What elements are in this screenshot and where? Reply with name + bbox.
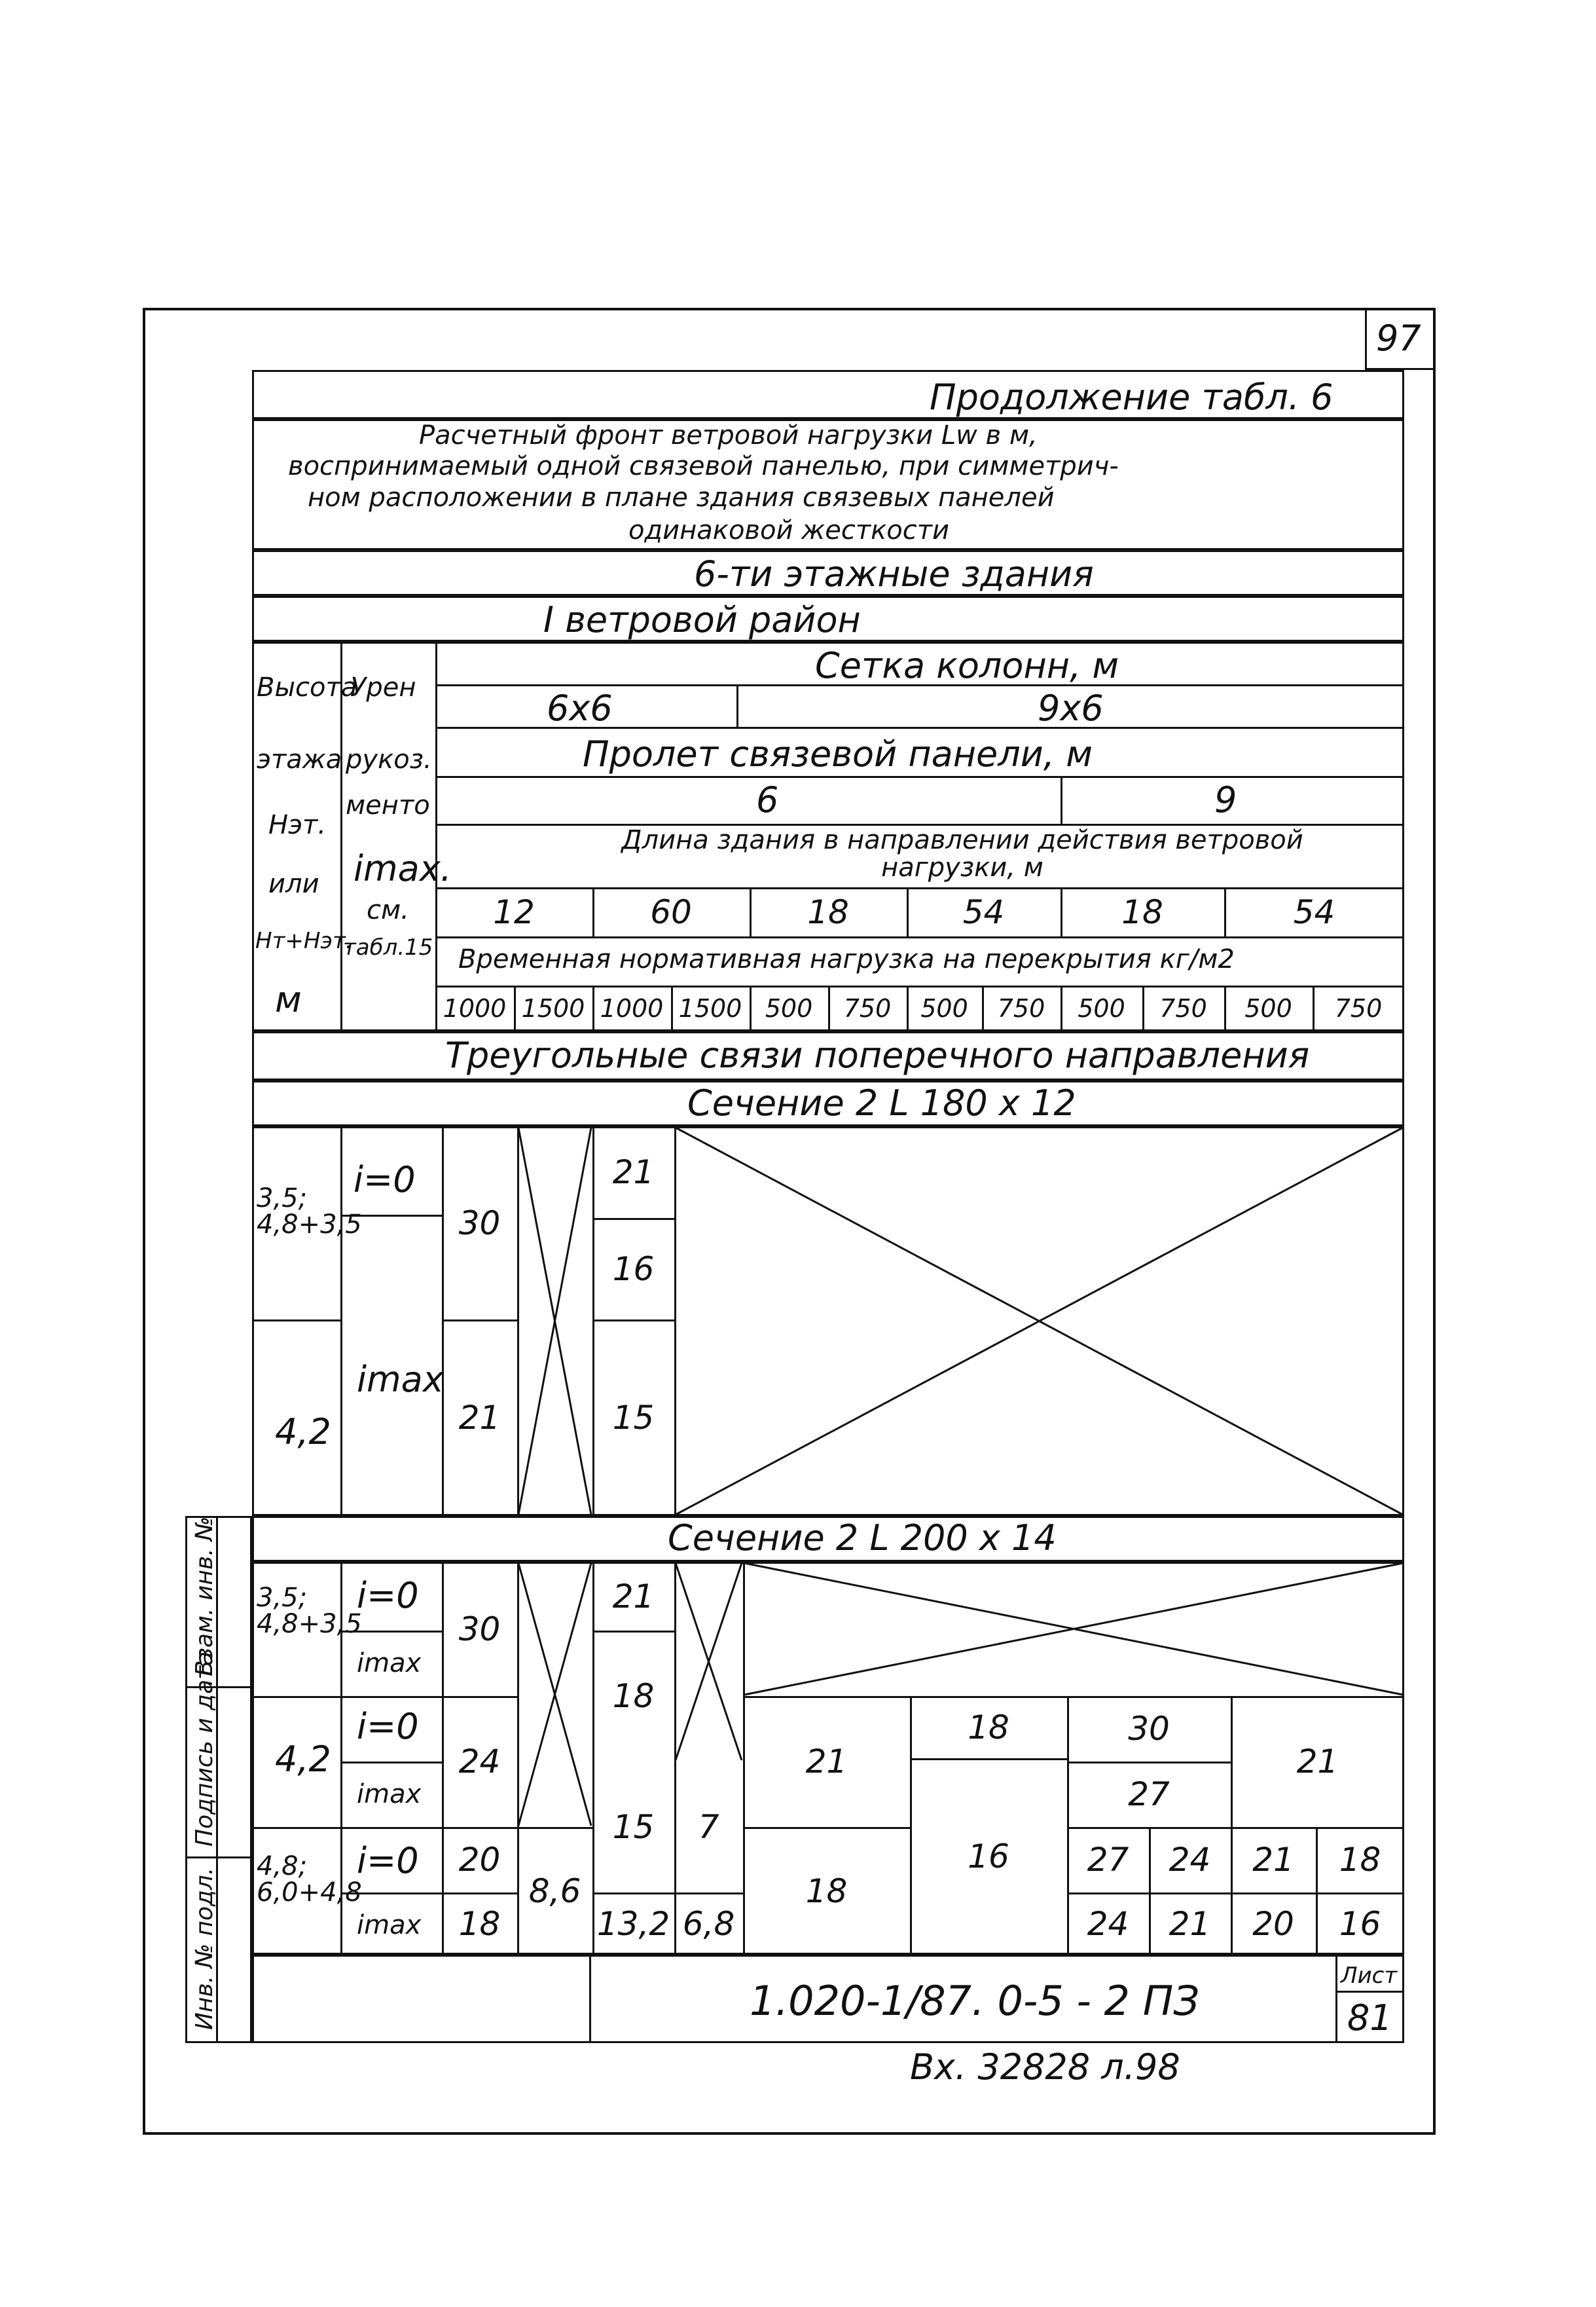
heading-line-1: Расчетный фронт ветровой нагрузки Lw в м,: [419, 420, 1038, 451]
s2-block-c-mid: 27: [1128, 1775, 1170, 1813]
archive-stamp: Вх. 32828 л.98: [910, 2046, 1180, 2088]
load-cell: 1000: [443, 994, 507, 1023]
load-cell: 750: [997, 994, 1045, 1023]
length-54-a: 54: [962, 893, 1005, 931]
s2-grid-cell: 24: [1087, 1904, 1129, 1943]
level-col-line-4: imax.: [354, 848, 452, 889]
s2-c12-row3b: 18: [458, 1904, 501, 1943]
panel-span-title: Пролет связевой панели, м: [583, 733, 1093, 775]
s2-height-c: 4,8; 6,0+4,8: [257, 1851, 362, 1908]
load-cell: 750: [1334, 994, 1383, 1023]
section2-label: Сечение 2 L 200 x 14: [668, 1517, 1057, 1559]
height-col-line-3: Нэт.: [268, 810, 327, 840]
s2-grid-cell: 27: [1087, 1841, 1129, 1879]
s2-level-1a: i=0: [357, 1575, 419, 1616]
s2-no-data-cross-18: [674, 1562, 743, 1762]
s2-c60-row3b: 13,2: [596, 1904, 670, 1943]
s1-level-b: imax: [357, 1359, 444, 1400]
building-length-title: Длина здания в направлении действия ветровой нагрузки, м: [621, 825, 1303, 883]
s2-level-2b: imax: [357, 1779, 422, 1809]
s2-level-3a: i=0: [357, 1840, 419, 1881]
s1-no-data-cross-narrow: [517, 1126, 592, 1516]
height-col-line-1: Высота: [257, 673, 357, 703]
s2-grid-cell: 18: [1339, 1841, 1381, 1879]
s1-height-a: 3,5; 4,8+3,5: [257, 1183, 362, 1240]
s2-grid-cell: 16: [1339, 1904, 1381, 1943]
s2-block-a-top: 21: [805, 1743, 848, 1781]
heading-line-2: воспринимаемый одной связевой панелью, при симметрич-: [288, 451, 1119, 481]
load-cell: 500: [920, 994, 968, 1023]
s1-c60-bottom: 15: [612, 1399, 655, 1437]
s1-height-b: 4,2: [275, 1411, 331, 1452]
level-col-line-2: рукоз.: [346, 745, 432, 775]
s1-c12-top: 30: [458, 1204, 501, 1242]
s1-c60-mid: 16: [612, 1249, 655, 1288]
s2-c12-merged: 8,6: [528, 1872, 581, 1910]
level-col-line-1: Урен: [350, 673, 416, 703]
length-60: 60: [650, 893, 692, 931]
s2-grid-cell: 21: [1169, 1904, 1211, 1943]
s2-block-c-top: 30: [1128, 1710, 1170, 1748]
s2-c60-row1: 21: [612, 1577, 655, 1615]
s1-c60-top: 21: [612, 1153, 655, 1191]
load-title: Временная нормативная нагрузка на перекрытия кг/м2: [458, 944, 1235, 974]
span-9: 9: [1214, 779, 1237, 821]
s1-c12-bottom: 21: [458, 1399, 501, 1437]
heading-line-3: ном расположении в плане здания связевых панелей: [308, 483, 1055, 513]
load-cell: 1000: [600, 994, 664, 1023]
heading-line-4: одинаковой жесткости: [628, 515, 950, 545]
length-54-b: 54: [1293, 893, 1335, 931]
s2-no-data-cross-12: [517, 1562, 592, 1827]
s2-block-b-top: 18: [968, 1708, 1009, 1746]
s2-block-d: 21: [1296, 1743, 1339, 1781]
load-cell: 500: [1244, 994, 1292, 1023]
height-col-line-5: Нт+Нэт.: [255, 928, 353, 954]
load-cell: 500: [1078, 994, 1125, 1023]
document-code: 1.020-1/87. 0-5 - 2 ПЗ: [750, 1977, 1200, 2025]
s2-c18-row3a: 7: [698, 1808, 719, 1846]
s2-block-a-bottom: 18: [805, 1872, 848, 1910]
stamp-inv-number: Инв. № подл.: [191, 1867, 218, 2030]
s2-level-2a: i=0: [357, 1706, 419, 1747]
span-6: 6: [756, 779, 779, 821]
length-12: 12: [493, 893, 535, 931]
level-col-line-3: менто: [346, 790, 430, 821]
s2-c12-row3a: 20: [458, 1841, 501, 1879]
stamp-signature-date: Подпись и дата: [191, 1651, 218, 1847]
grid-9x6: 9x6: [1038, 688, 1104, 729]
s2-level-1b: imax: [357, 1648, 422, 1678]
s2-c12-row1: 30: [458, 1610, 501, 1648]
s2-no-data-cross-wide: [743, 1562, 1404, 1696]
height-col-line-4: или: [268, 869, 319, 899]
load-cell: 500: [765, 994, 813, 1023]
building-type: 6-ти этажные здания: [694, 553, 1094, 595]
s2-level-3b: imax: [357, 1910, 422, 1940]
continuation-label: Продолжение табл. 6: [930, 377, 1333, 418]
load-cell: 1500: [678, 994, 742, 1023]
wind-region: I ветровой район: [543, 599, 861, 640]
load-cell: 750: [1159, 994, 1207, 1023]
sheet-no: 81: [1347, 1997, 1392, 2039]
sheet-number: 97: [1376, 318, 1421, 359]
bracing-title: Треугольные связи поперечного направления: [445, 1035, 1310, 1076]
s2-grid-cell: 24: [1169, 1841, 1211, 1879]
s2-c18-row3b: 6,8: [682, 1904, 735, 1943]
sheet-label: Лист: [1341, 1963, 1398, 1989]
section1-label: Сечение 2 L 180 x 12: [687, 1082, 1076, 1124]
level-col-line-5: см.: [367, 895, 409, 925]
level-col-line-6: табл.15: [343, 934, 433, 961]
s2-block-b-bottom: 16: [968, 1837, 1009, 1875]
column-grid-title: Сетка колонн, м: [815, 645, 1119, 686]
load-cell: 1500: [521, 994, 585, 1023]
length-18-b: 18: [1121, 893, 1163, 931]
s1-level-a: i=0: [354, 1159, 416, 1200]
s2-height-b: 4,2: [275, 1739, 331, 1780]
stamp-replace-inv: Взам. инв. №: [191, 1516, 218, 1676]
s1-no-data-cross-wide: [674, 1126, 1404, 1516]
grid-6x6: 6x6: [547, 688, 613, 729]
s2-height-a: 3,5; 4,8+3,5: [257, 1583, 362, 1639]
length-18-a: 18: [807, 893, 849, 931]
s2-c60-row3a: 15: [612, 1808, 655, 1846]
s2-c12-row2: 24: [458, 1743, 501, 1781]
height-col-line-2: этажа: [257, 745, 342, 775]
s2-c60-row2: 18: [612, 1677, 655, 1715]
load-cell: 750: [843, 994, 892, 1023]
s2-grid-cell: 21: [1252, 1841, 1294, 1879]
s2-grid-cell: 20: [1252, 1904, 1294, 1943]
height-col-line-6: м: [275, 979, 302, 1020]
